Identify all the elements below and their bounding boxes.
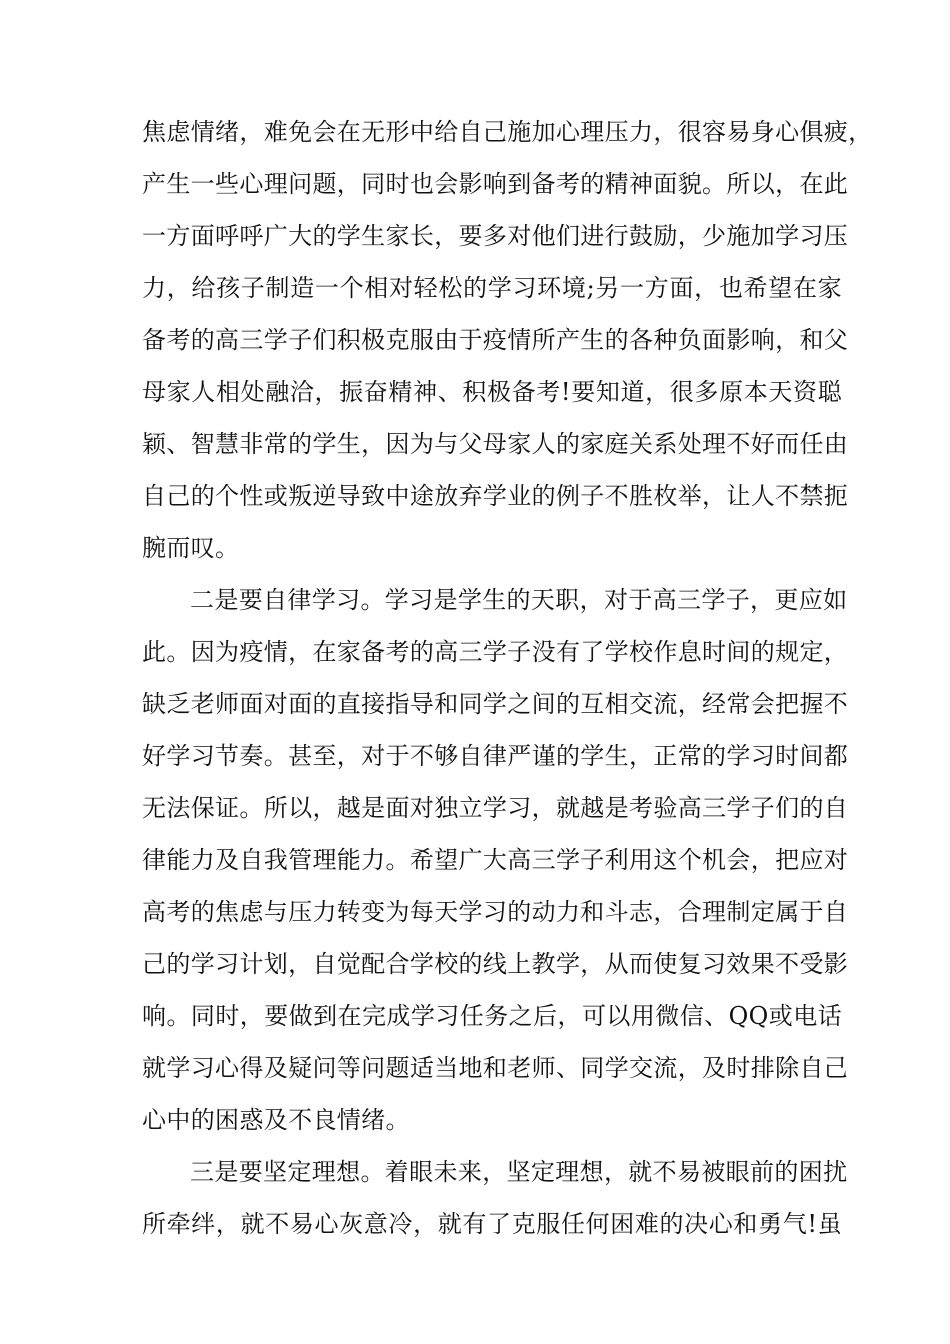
text-line: 此。因为疫情，在家备考的高三学子没有了学校作息时间的规定，	[142, 638, 849, 666]
text-line: 母家人相处融洽，振奋精神、积极备考!要知道，很多原本天资聪	[142, 378, 842, 406]
body-text	[142, 106, 873, 1250]
text-line: 焦虑情绪，难免会在无形中给自己施加心理压力，很容易身心俱疲，	[142, 118, 873, 146]
text-line: 无法保证。所以，越是面对独立学习，就越是考验高三学子们的自	[142, 794, 849, 822]
text-line: 己的学习计划，自觉配合学校的线上教学，从而使复习效果不受影	[142, 950, 849, 978]
text-line: 一方面呼呼广大的学生家长，要多对他们进行鼓励，少施加学习压	[142, 222, 849, 250]
text-line: 腕而叹。	[142, 534, 240, 562]
text-line: 缺乏老师面对面的直接指导和同学之间的互相交流，经常会把握不	[142, 690, 849, 718]
text-line: 就学习心得及疑问等问题适当地和老师、同学交流，及时排除自己	[142, 1054, 849, 1082]
text-line: 心中的困惑及不良情绪。	[142, 1106, 410, 1134]
text-line: 所牵绊，就不易心灰意冷，就有了克服任何困难的决心和勇气!虽	[142, 1210, 842, 1238]
text-line: 好学习节奏。甚至，对于不够自律严谨的学生，正常的学习时间都	[142, 742, 849, 770]
text-line: 力，给孩子制造一个相对轻松的学习环境;另一方面，也希望在家	[142, 274, 842, 302]
paragraph-first-line: 三是要坚定理想。着眼未来，坚定理想，就不易被眼前的困扰	[190, 1158, 848, 1186]
paragraph-first-line: 二是要自律学习。学习是学生的天职，对于高三学子，更应如	[190, 586, 848, 614]
text-line: 自己的个性或叛逆导致中途放弃学业的例子不胜枚举，让人不禁扼	[142, 482, 849, 510]
text-line: 产生一些心理问题，同时也会影响到备考的精神面貌。所以，在此	[142, 170, 849, 198]
text-line: 备考的高三学子们积极克服由于疫情所产生的各种负面影响，和父	[142, 326, 849, 354]
text-line: 律能力及自我管理能力。希望广大高三学子利用这个机会，把应对	[142, 846, 849, 874]
text-line: 高考的焦虑与压力转变为每天学习的动力和斗志，合理制定属于自	[142, 898, 849, 926]
text-line: 颖、智慧非常的学生，因为与父母家人的家庭关系处理不好而任由	[142, 430, 849, 458]
text-line: 响。同时，要做到在完成学习任务之后，可以用微信、QQ或电话	[142, 1002, 842, 1030]
